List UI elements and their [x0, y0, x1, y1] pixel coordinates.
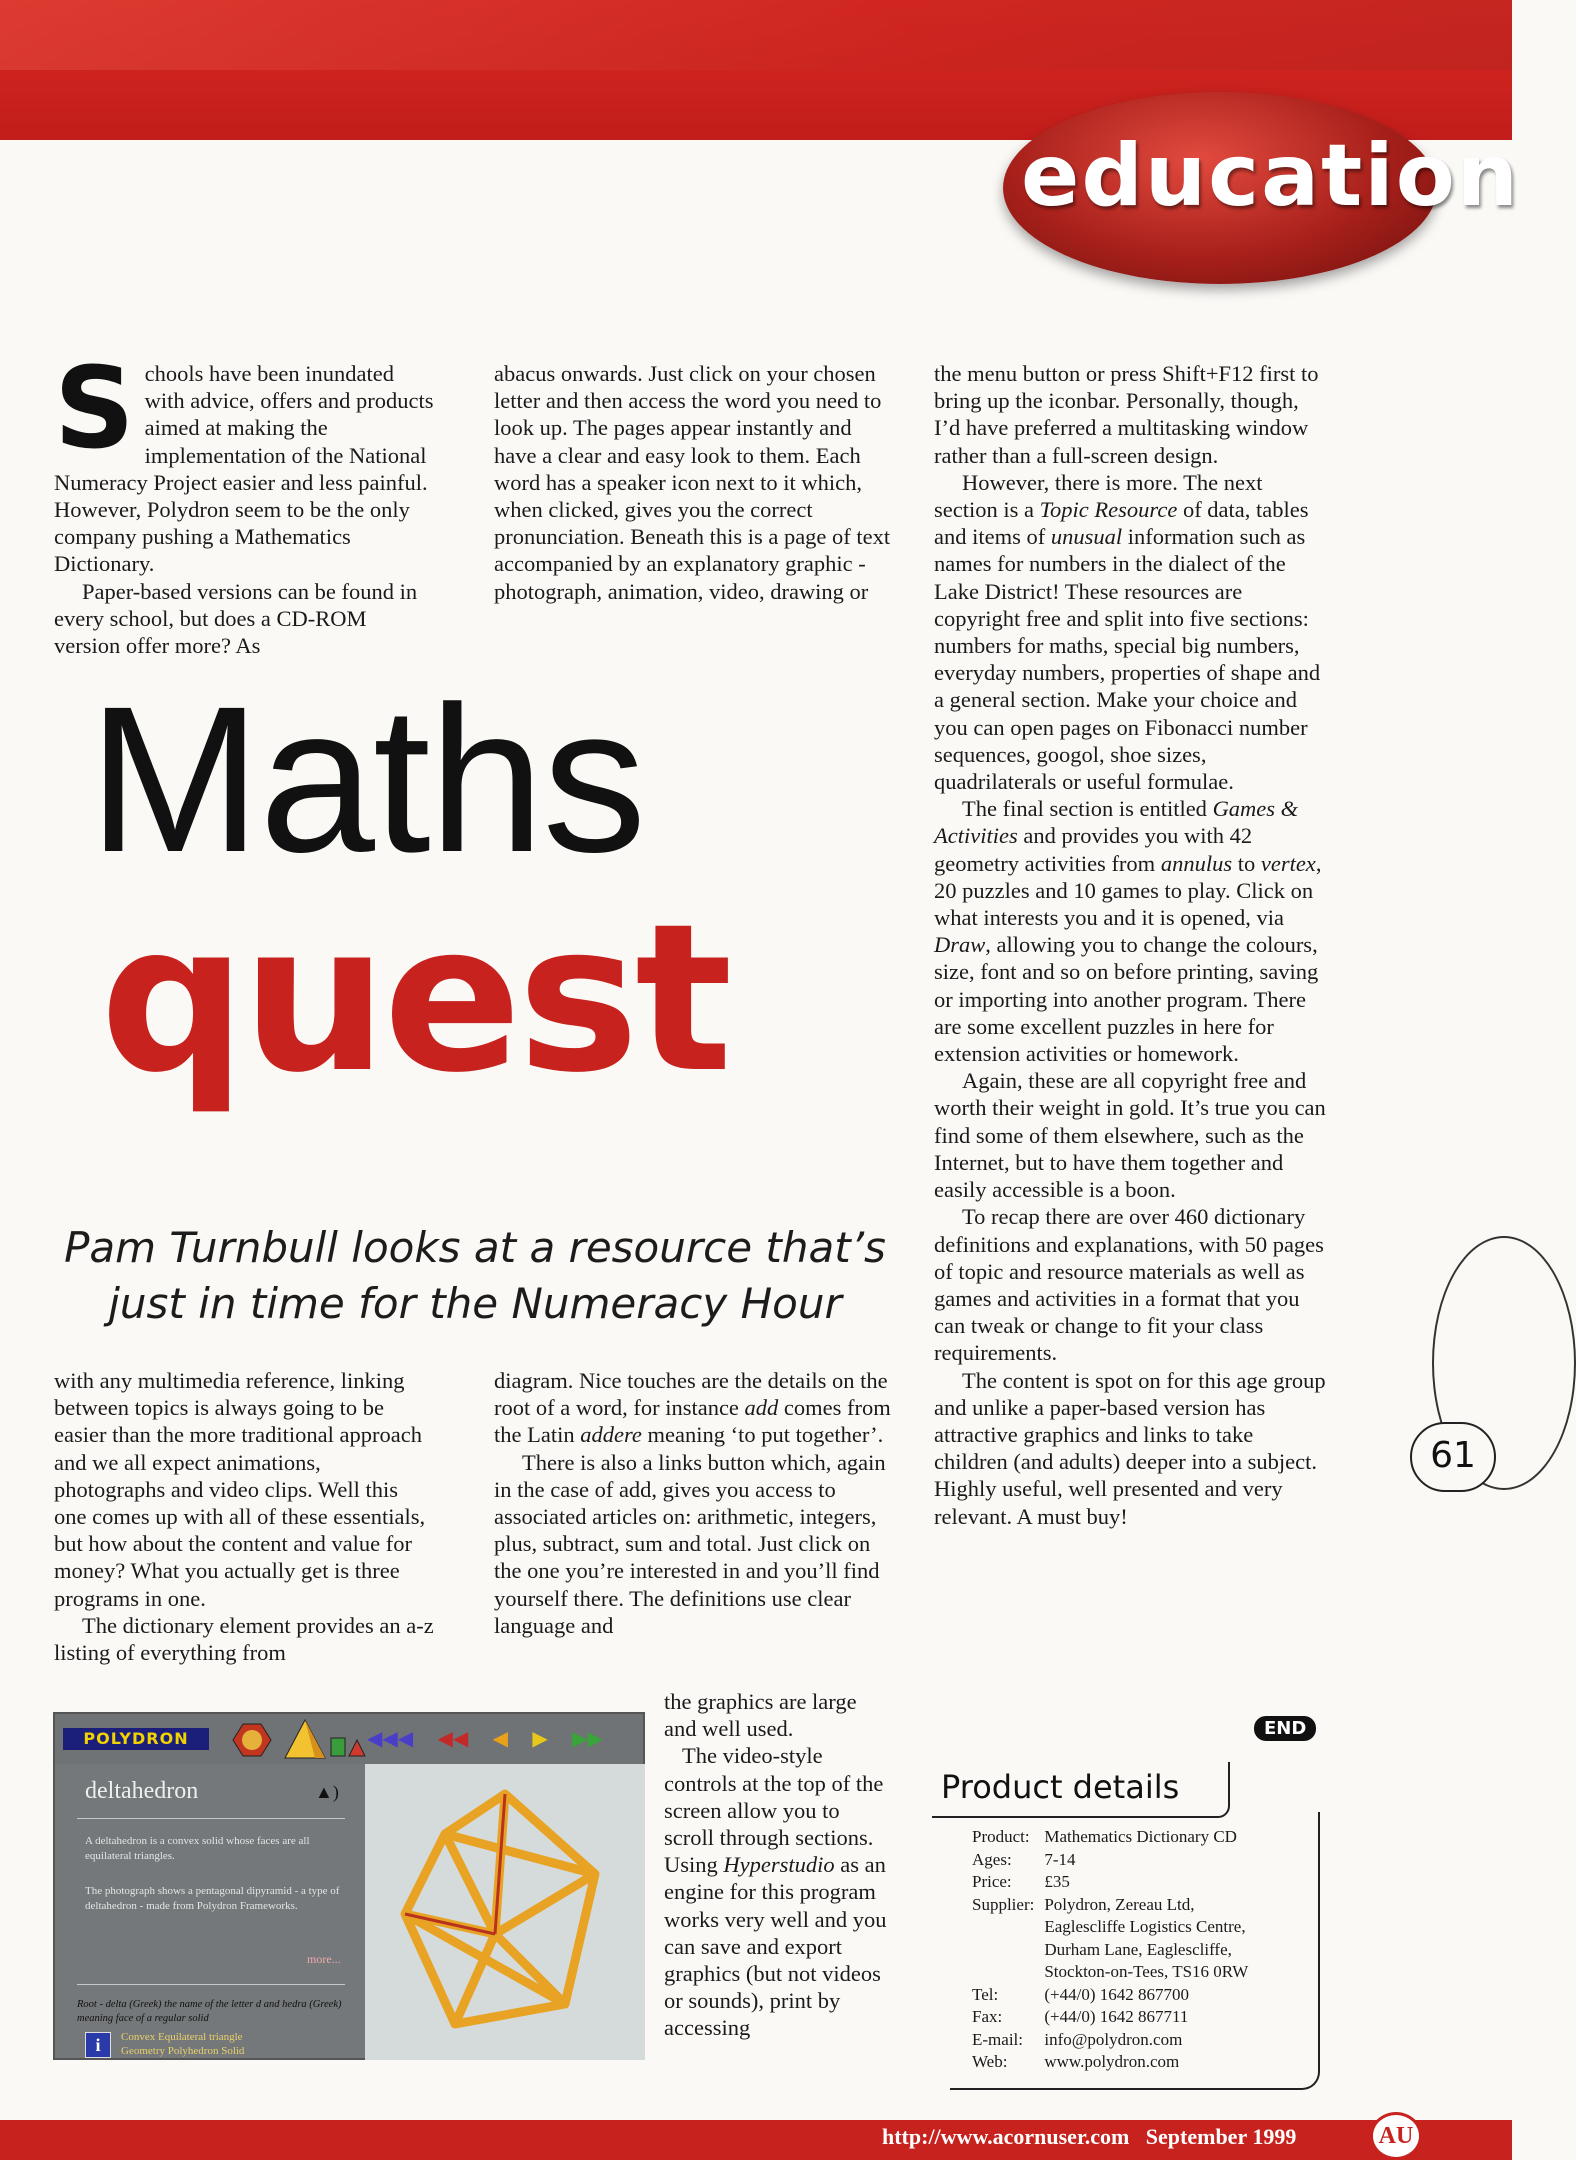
col2-bottom-paragraph-2: There is also a links button which, again in the case of add, gives you access to associated articles on: arithmetic, integers, plus, subtract, sum and total. Just click on the one you’re interested in and you’ll find yourself there. The definitions use clear language and: [494, 1449, 886, 1638]
product-row-label: Fax:: [972, 2007, 1003, 2026]
back-icon: ◀: [492, 1726, 509, 1750]
deltahedron-photo: [365, 1764, 645, 2060]
col1-bottom-paragraph-2: The dictionary element provides an a-z listing of everything from: [54, 1612, 434, 1666]
product-row: [972, 1871, 1258, 1894]
product-row-label: Supplier:: [972, 1894, 1035, 1914]
product-row-value: (+44/0) 1642 867711: [1044, 2007, 1189, 2026]
text-run: , 20 puzzles and 10 games to play. Click on what interests you and it is opened, via: [934, 850, 1322, 931]
product-row: [972, 1916, 1258, 1939]
product-row-value: £35: [1044, 1872, 1070, 1891]
column-1-bottom: [54, 1367, 436, 1666]
section-label: education: [1021, 126, 1521, 226]
col1-bottom-paragraph-1: with any multimedia reference, linking between topics is always going to be easier than the more traditional approach and we all expect animations, photographs and video clips. Well this one comes up with all of these essentials, but how about the content and value for money? What you actually get is three programs in one.: [54, 1368, 426, 1611]
divider: [77, 1818, 345, 1819]
header-band-highlight: [0, 0, 1512, 70]
text-run: to: [1232, 850, 1261, 876]
footer-date: September 1999: [1145, 2124, 1297, 2149]
screenshot-more-link: more...: [307, 1952, 341, 1966]
headline-maths: Maths: [88, 664, 645, 896]
product-row: [972, 1894, 1258, 1917]
product-details-title: Product details: [941, 1768, 1180, 1806]
polydron-logo: POLYDRON: [63, 1728, 209, 1750]
speaker-icon: ▲): [315, 1782, 339, 1802]
product-row-label: [972, 1939, 1044, 1962]
text-run: information such as names for numbers in the dialect of the Lake District! These resources are copyright free and split into five sections: numbers for maths, special big numbers, everyday numbers, properties of shape and a general section. Make your choice and you can open pages on Fibonacci number sequences, googol, shoe sizes, quadrilaterals or useful formulae.: [934, 524, 1321, 795]
text-run: , allowing you to change the colours, size, font and so on before printing, saving or importing into another program. There are some excellent puzzles in here for extension activities or homework.: [934, 932, 1319, 1067]
italic-term: addere: [580, 1422, 642, 1448]
links-line-1: Convex Equilateral triangle: [121, 2031, 243, 2043]
col2-top-paragraph: abacus onwards. Just click on your chosen letter and then access the word you need to look up. The pages appear instantly and have a clear and easy look to them. Each word has a speaker icon next to it which, when clicked, gives you the correct pronunciation. Beneath this is a page of text accompanied by an explanatory graphic - photograph, animation, video, drawing or: [494, 361, 891, 604]
text-run: The final section is entitled: [962, 796, 1213, 822]
italic-term: Draw: [934, 932, 986, 958]
links-line-2: Geometry Polyhedron Solid: [121, 2045, 245, 2057]
italic-term: Games & Activities: [934, 796, 1299, 849]
screenshot-root-text: Root - delta (Greek) the name of the letter d and hedra (Greek) meaning face of a regular solid: [77, 1999, 342, 2024]
rewind-icon: ◀◀◀: [367, 1726, 414, 1750]
footer-text: [882, 2124, 1296, 2150]
italic-term: unusual: [1050, 524, 1123, 550]
fast-back-icon: ◀◀: [437, 1726, 469, 1750]
headline-quest: quest: [100, 881, 729, 1118]
section-badge: [1003, 92, 1521, 284]
column-2-bottom: [494, 1367, 894, 1639]
product-row-label: Ages:: [972, 1849, 1012, 1869]
product-row: [972, 2029, 1258, 2052]
product-row-label: [972, 1961, 1044, 1984]
screenshot-links: [121, 2030, 244, 2058]
end-marker: END: [1254, 1716, 1316, 1741]
product-row: [972, 1984, 1258, 2007]
product-row: [972, 1939, 1258, 1962]
product-row-label: E-mail:: [972, 2029, 1023, 2049]
intro-column: [54, 344, 436, 659]
intro-text: chools have been inundated with advice, offers and products aimed at making the implementation of the National Numeracy Project easier and less painful. However, Polydron seem to be the only company pushing a Mathematics Dictionary.: [54, 361, 434, 577]
italic-term: add: [744, 1395, 779, 1421]
product-row-value: Mathematics Dictionary CD: [1044, 1827, 1237, 1846]
product-row: [972, 1961, 1258, 1984]
screenshot-definition-1: A deltahedron is a convex solid whose faces are all equilateral triangles.: [85, 1835, 310, 1862]
product-row: [972, 1849, 1258, 1872]
screenshot-word: deltahedron: [85, 1778, 199, 1804]
product-row-value: info@polydron.com: [1044, 2029, 1183, 2049]
product-row-label: Tel:: [972, 1984, 999, 2004]
screenshot-definition-panel: [63, 1770, 365, 2057]
product-row-label: Web:: [972, 2052, 1008, 2071]
screenshot-nav-controls: [367, 1726, 621, 1750]
col3-paragraph-2: [934, 469, 1326, 795]
column-2-top: [494, 360, 894, 605]
product-row-value: Polydron, Zereau Ltd,: [1044, 1894, 1195, 1914]
info-icon: i: [85, 2032, 111, 2058]
col3-paragraph-4: Again, these are all copyright free and worth their weight in gold. It’s true you can find some of them elsewhere, such as the Internet, but to have them together and easily accessible is a boon.: [934, 1068, 1326, 1203]
product-row-value: Stockton-on-Tees, TS16 0RW: [1044, 1962, 1249, 1981]
italic-term: Hyperstudio: [723, 1852, 835, 1878]
standfirst: Pam Turnbull looks at a resource that’s just in time for the Numeracy Hour: [64, 1223, 886, 1328]
text-run: meaning ‘to put together’.: [641, 1422, 884, 1448]
text-run: as an engine for this program works very well and you can save and export graphics (but not videos or sounds), print by accessing: [664, 1852, 887, 2041]
forward-icon: ▶: [532, 1726, 548, 1750]
col2-bottom-paragraph-1: [494, 1367, 894, 1449]
drop-cap: S: [54, 344, 135, 474]
text-run: and provides you with 42 geometry activities from: [934, 823, 1253, 876]
col3-paragraph-6: The content is spot on for this age group and unlike a paper-based version has attractive graphics and links to take children (and adults) deeper into a subject. Highly useful, well presented and very relevant. A must buy!: [934, 1367, 1326, 1529]
product-details-table: [972, 1826, 1258, 2074]
product-row-label: [972, 1916, 1044, 1939]
text-run: diagram. Nice touches are the details on the root of a word, for instance: [494, 1368, 888, 1421]
text-run: However, there is more. The next section is a: [934, 469, 1263, 523]
italic-term: annulus: [1160, 850, 1233, 876]
col3-paragraph-3: [934, 795, 1326, 1067]
text-run: The video-style controls at the top of the screen allow you to scroll through sections. Using: [664, 1743, 884, 1878]
text-run: comes from the Latin: [494, 1395, 891, 1448]
product-row-value: 7-14: [1044, 1849, 1076, 1869]
footer-url: http://www.acornuser.com: [882, 2124, 1130, 2149]
software-screenshot: [53, 1712, 645, 2060]
italic-term: Topic Resource: [1039, 497, 1178, 523]
col3-paragraph-5: To recap there are over 460 dictionary definitions and explanations, with 50 pages of topic and resource materials as well as games and activities in a format that you can tweak or change to fit your class requirements.: [934, 1204, 1324, 1366]
product-row-value: (+44/0) 1642 867700: [1044, 1984, 1189, 2004]
col3-paragraph-1: the menu button or press Shift+F12 first to bring up the iconbar. Personally, though, I’d have preferred a multitasking window rather than a full-screen design.: [934, 361, 1319, 468]
column-2-narrow: [664, 1688, 890, 2042]
product-row-value: Durham Lane, Eaglescliffe,: [1044, 1939, 1232, 1959]
product-row-label: Product:: [972, 1827, 1030, 1846]
product-row-label: Price:: [972, 1872, 1012, 1891]
product-row: [972, 1826, 1258, 1849]
col2-narrow-paragraph-1: the graphics are large and well used.: [664, 1689, 857, 1742]
fast-forward-icon: ▶▶: [572, 1726, 603, 1750]
divider: [77, 1984, 345, 1985]
column-3: [934, 360, 1326, 1530]
page-number: 61: [1410, 1422, 1496, 1492]
product-row-value: Eaglescliffe Logistics Centre,: [1044, 1917, 1246, 1936]
acorn-user-logo: AU: [1370, 2112, 1422, 2160]
product-row-value: www.polydron.com: [1044, 2052, 1180, 2071]
intro-paragraph-2: Paper-based versions can be found in every school, but does a CD-ROM version offer more? As: [54, 578, 418, 659]
intro-paragraph-1: [54, 344, 436, 578]
product-row: [972, 2051, 1258, 2074]
text-run: of data, tables and items of: [934, 497, 1309, 550]
product-row: [972, 2006, 1258, 2029]
screenshot-definition-2: The photograph shows a pentagonal dipyramid - a type of deltahedron - made from Polydron Frameworks.: [85, 1885, 340, 1912]
italic-term: vertex: [1260, 850, 1316, 876]
col2-narrow-paragraph-2: [664, 1742, 890, 2041]
